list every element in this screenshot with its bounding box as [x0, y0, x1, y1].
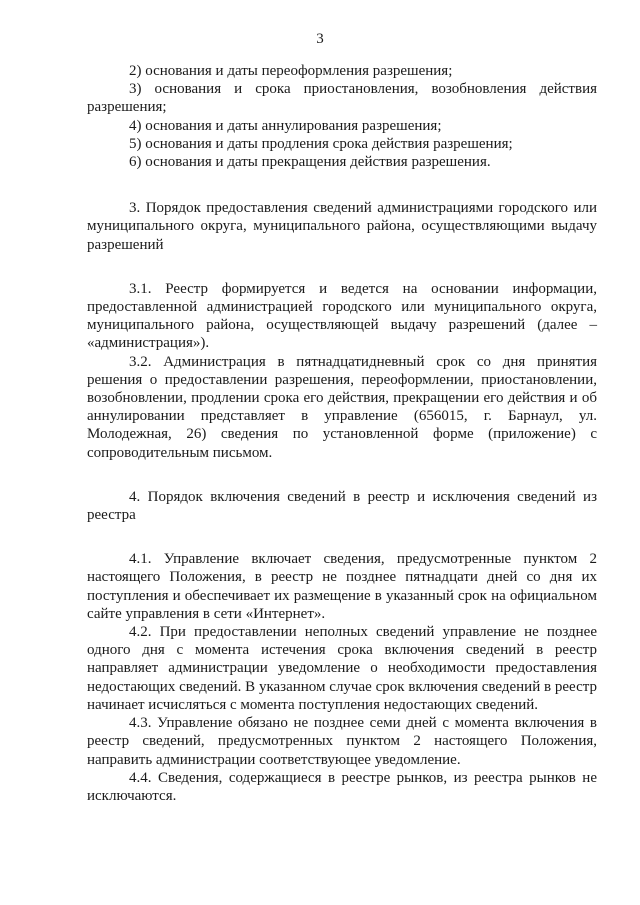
paragraph-3-2: 3.2. Администрация в пятнадцатидневный срок со дня принятия решения о предоставлении разрешения, переоформлении, приостановлении, возобновлении, продлении срока его действия, прекращении его действия и об аннулировании представляет в управление (656015, г. Барнаул, ул. Молодежная, 26) сведения по установленной форме (приложение) с сопроводительным письмом. [87, 353, 597, 461]
document-body [87, 62, 597, 805]
list-item: 6) основания и даты прекращения действия разрешения. [129, 154, 491, 171]
section-4-title: 4. Порядок включения сведений в реестр и исключения сведений из реестра [87, 488, 597, 524]
page-number: 3 [316, 31, 324, 47]
paragraph-4-4: 4.4. Сведения, содержащиеся в реестре рынков, из реестра рынков не исключаются. [87, 769, 597, 804]
paragraph-4-2: 4.2. При предоставлении неполных сведений управление не позднее одного дня с момента истечения срока включения сведений в реестр направляет администрации уведомление о необходимости предоставления недостающих сведений. В указанном случае срок включения сведений в реестр начинает исчисляться с момента поступления недостающих сведений. [87, 624, 597, 713]
list-item: 5) основания и даты продления срока действия разрешения; [129, 135, 513, 152]
paragraph-4-1: 4.1. Управление включает сведения, предусмотренные пунктом 2 настоящего Положения, в реестр не позднее пятнадцати дней со дня их поступления и обеспечивает их размещение в указанный срок на официальном сайте управления в сети «Интернет». [87, 551, 597, 622]
paragraph-4-3: 4.3. Управление обязано не позднее семи дней с момента включения в реестр сведений, предусмотренных пунктом 2 настоящего Положения, направить администрации соответствующее уведомление. [87, 715, 597, 768]
paragraph-3-1: 3.1. Реестр формируется и ведется на основании информации, предоставленной администрацией городского или муниципального округа, муниципального района, осуществляющей выдачу разрешений (далее – «администрация»). [87, 280, 597, 352]
list-item: 3) основания и срока приостановления, возобновления действия разрешения; [87, 81, 597, 116]
section-3-title: 3. Порядок предоставления сведений администрациями городского или муниципального округа, муниципального района, осуществляющими выдачу разрешений [87, 200, 597, 253]
list-item: 2) основания и даты переоформления разрешения; [129, 63, 453, 79]
list-item: 4) основания и даты аннулирования разрешения; [129, 117, 442, 134]
